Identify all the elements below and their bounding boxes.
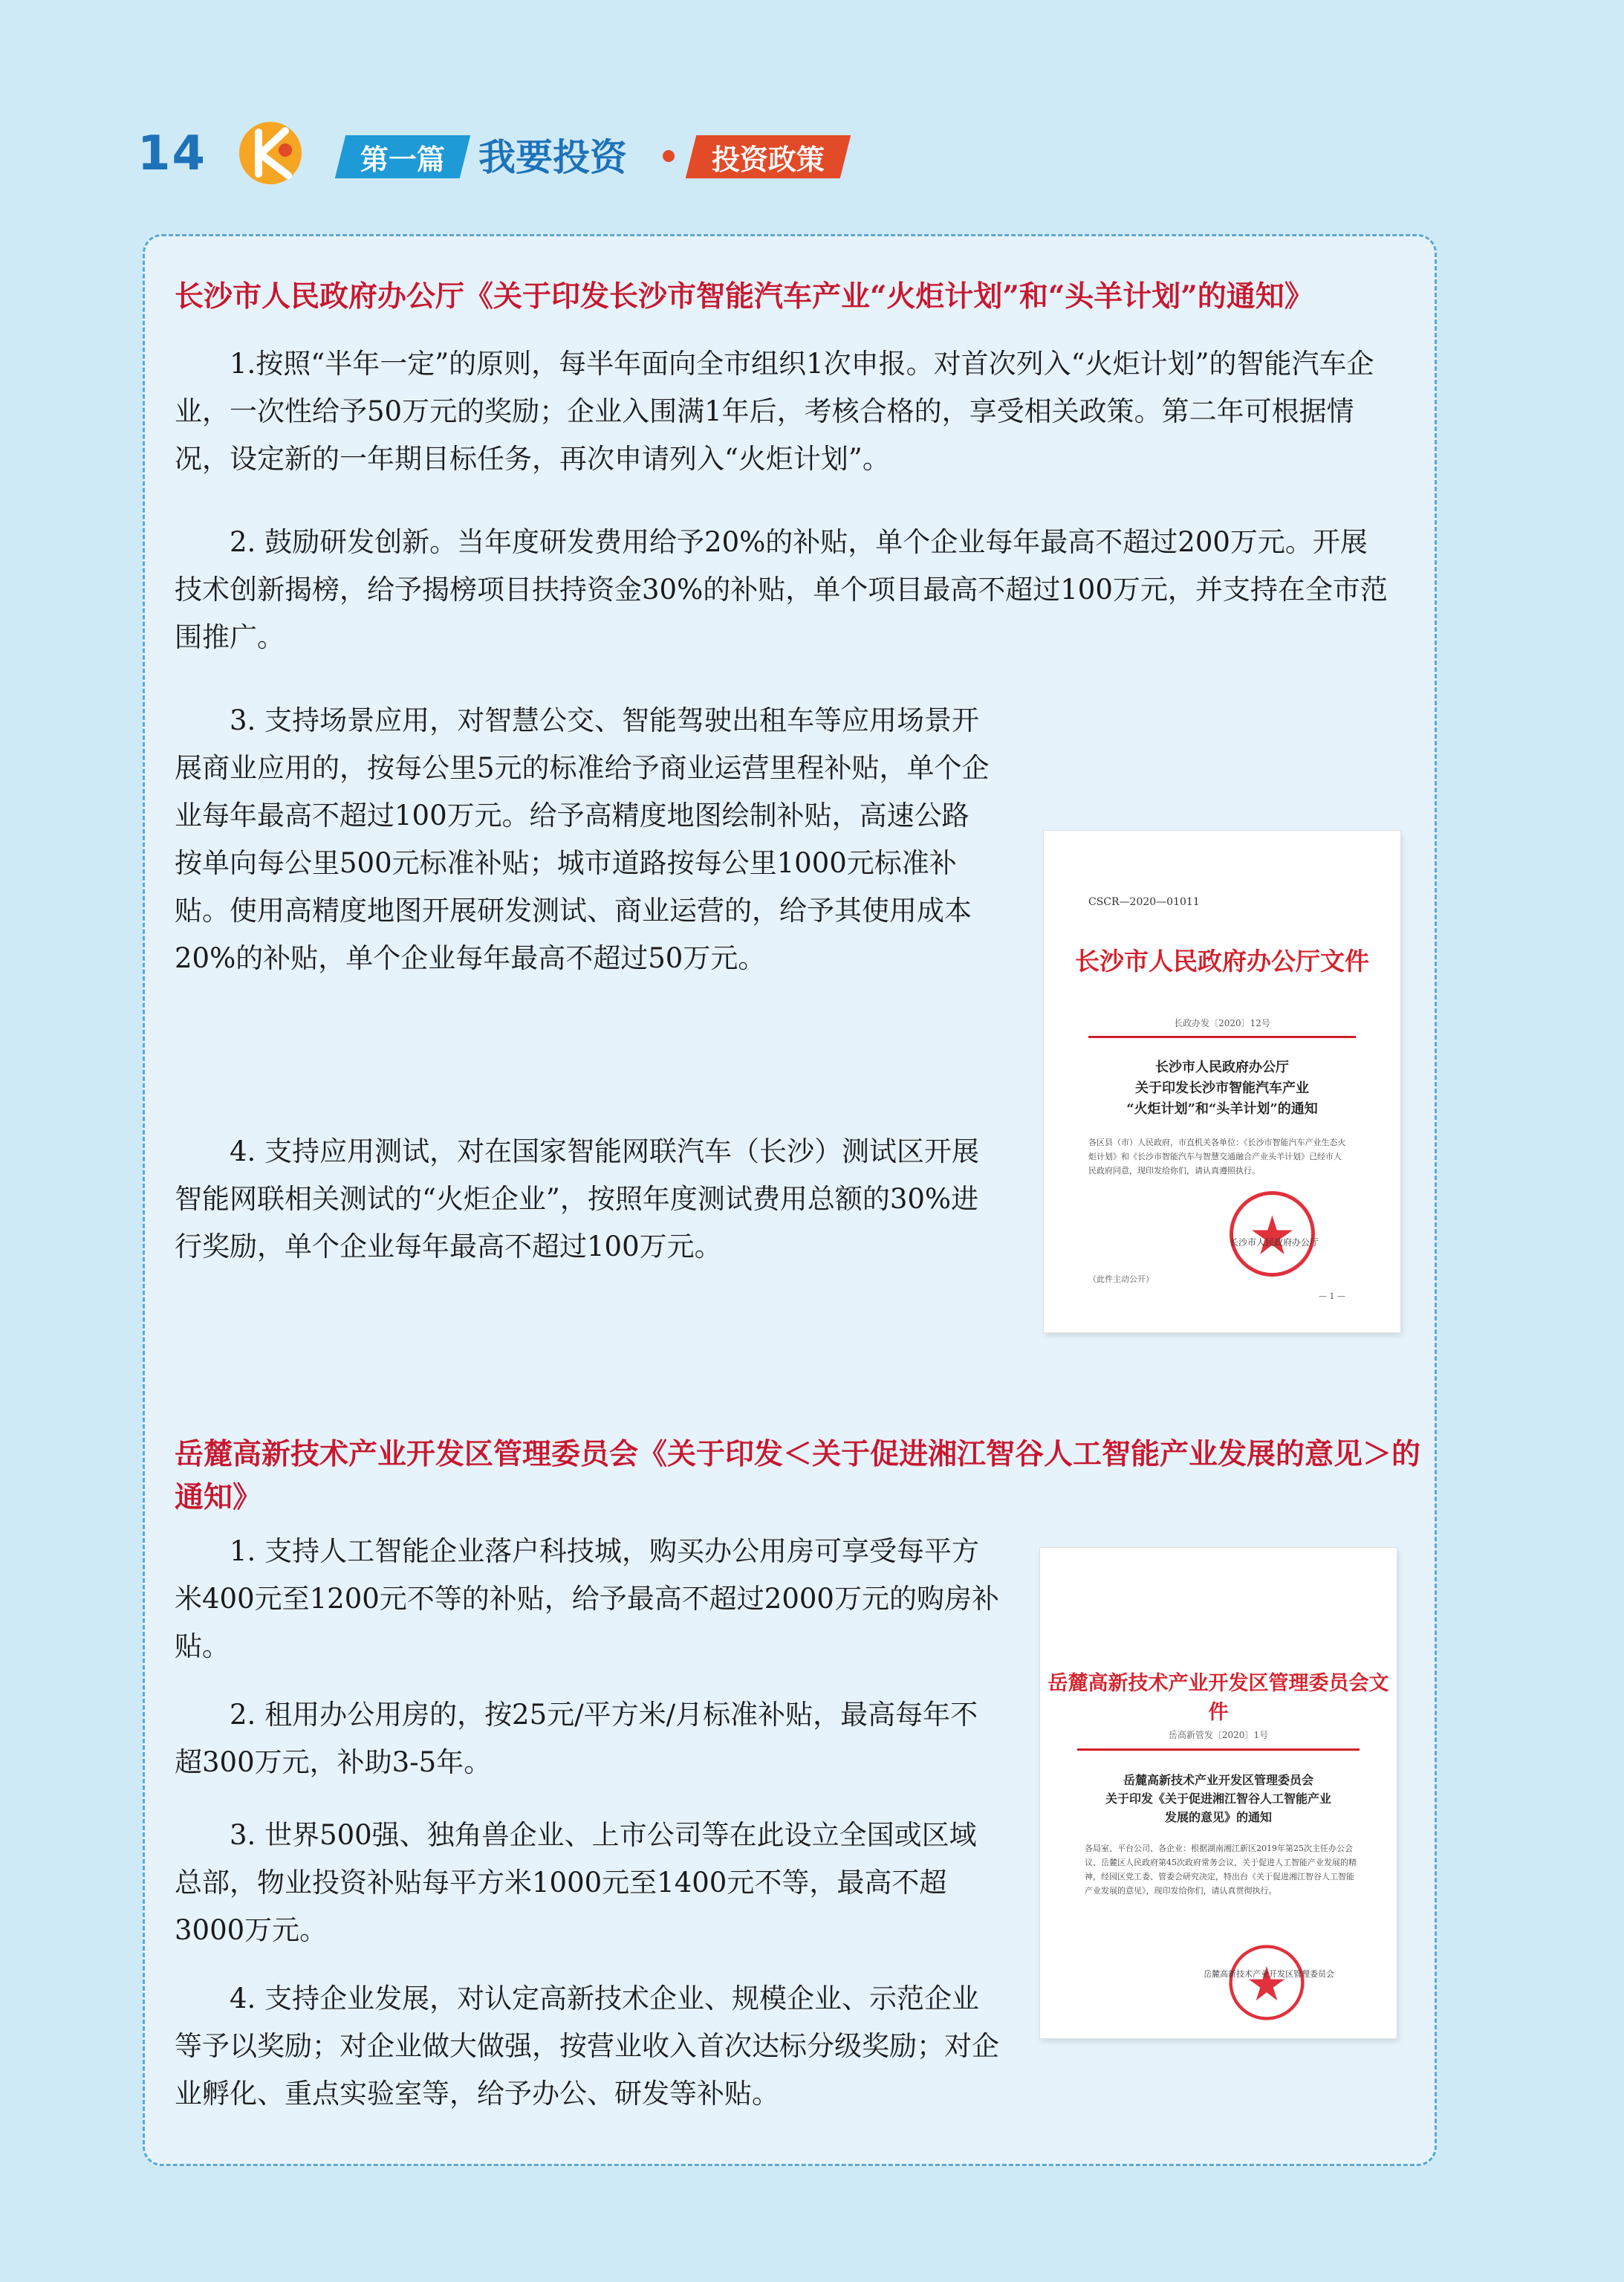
document-number: 岳高新管发〔2020〕1号: [1168, 1730, 1269, 1740]
policy-paragraph: 3. 世界500强、独角兽企业、上市公司等在此设立全国或区域总部，物业投资补贴每平方米1000元至1400元不等，最高不超3000万元。: [175, 1819, 977, 1946]
chapter-title: 我要投资: [478, 136, 627, 179]
content-box: [143, 234, 1437, 2166]
header-rule: [1088, 1036, 1356, 1038]
document-footer: （此件主动公开）: [1088, 1274, 1154, 1284]
official-seal-icon: [1226, 1942, 1308, 2023]
page-number: 14: [137, 126, 207, 181]
document-image: [1040, 1548, 1397, 2038]
document-header: 长沙市人民政府办公厅文件: [1075, 947, 1369, 976]
document-title: 岳麓高新技术产业开发区管理委员会 关于印发《关于促进湘江智谷人工智能产业 发展的意见》的通知: [1105, 1773, 1331, 1824]
policy-paragraph: 2. 鼓励研发创新。当年度研发费用给予20%的补贴，单个企业每年最高不超过200万元。开展技术创新揭榜，给予揭榜项目扶持资金30%的补贴，单个项目最高不超过100万元，并支持在全市范围推广。: [175, 526, 1388, 653]
policy-paragraph: 3. 支持场景应用，对智慧公交、智能驾驶出租车等应用场景开展商业应用的，按每公里5元的标准给予商业运营里程补贴，单个企业每年最高不超过100万元。给予高精度地图绘制补贴，高速公路按单向每公里500元标准补贴；城市道路按每公里1000元标准补贴。使用高精度地图开展研发测试、商业运营的，给予其使用成本20%的补贴，单个企业每年最高不超过50万元。: [175, 704, 990, 974]
document-code: CSCR—2020—01011: [1088, 896, 1200, 908]
document-header: 岳麓高新技术产业开发区管理委员会文件: [1048, 1672, 1389, 1724]
subsection-tag: 投资政策: [686, 135, 851, 178]
document-body: 各区县（市）人民政府，市直机关各单位：《长沙市智能汽车产业生态火炬计划》和《长沙市智能汽车与智慧交通融合产业头羊计划》已经市人民政府同意，现印发给你们，请认真遵照执行。: [1088, 1138, 1346, 1176]
document-page-number: — 1 —: [1319, 1291, 1345, 1301]
document-body: 各局室、平台公司、各企业：根据湖南湘江新区2019年第25次主任办公会议、岳麓区人民政府第45次政府常务会议，关于促进人工智能产业发展的精神，经园区党工委、管委会研究决定，特出台《关于促进湘江智谷人工智能产业发展的意见》，现印发给你们，请认真贯彻执行。: [1085, 1844, 1357, 1896]
separator-dot-icon: [663, 150, 675, 162]
policy-paragraph: 1. 支持人工智能企业落户科技城，购买办公用房可享受每平方米400元至1200元不等的补贴，给予最高不超过2000万元的购房补贴。: [175, 1535, 999, 1662]
document-image: [1044, 831, 1400, 1332]
section-heading: 岳麓高新技术产业开发区管理委员会《关于印发＜关于促进湘江智谷人工智能产业发展的意见＞的通知》: [175, 1437, 1421, 1514]
policy-paragraph: 4. 支持企业发展，对认定高新技术企业、规模企业、示范企业等予以奖励；对企业做大做强，按营业收入首次达标分级奖励；对企业孵化、重点实验室等，给予办公、研发等补贴。: [175, 1983, 999, 2110]
official-seal-icon: [1226, 1187, 1319, 1280]
document-number: 长政办发〔2020〕12号: [1174, 1018, 1270, 1028]
section-heading: 长沙市人民政府办公厅《关于印发长沙市智能汽车产业“火炬计划”和“头羊计划”的通知》: [175, 279, 1313, 314]
policy-paragraph: 1.按照“半年一定”的原则，每半年面向全市组织1次申报。对首次列入“火炬计划”的智能汽车企业，一次性给予50万元的奖励；企业入围满1年后，考核合格的，享受相关政策。第二年可根据情况，设定新的一年期目标任务，再次申请列入“火炬计划”。: [175, 348, 1374, 475]
document-signature: 长沙市人民政府办公厅: [1230, 1237, 1319, 1248]
header-rule: [1077, 1748, 1360, 1751]
document-signature: 岳麓高新技术产业开发区管理委员会: [1204, 1969, 1334, 1979]
publication-logo-icon: [236, 119, 305, 187]
document-title: 长沙市人民政府办公厅 关于印发长沙市智能汽车产业 “火炬计划”和“头羊计划”的通知: [1126, 1060, 1318, 1117]
policy-paragraph: 2. 租用办公用房的，按25元/平方米/月标准补贴，最高每年不超300万元，补助3-5年。: [175, 1699, 978, 1778]
policy-paragraph: 4. 支持应用测试，对在国家智能网联汽车（长沙）测试区开展智能网联相关测试的“火炬企业”，按照年度测试费用总额的30%进行奖励，单个企业每年最高不超过100万元。: [175, 1135, 980, 1262]
section-tag: 第一篇: [335, 135, 470, 178]
